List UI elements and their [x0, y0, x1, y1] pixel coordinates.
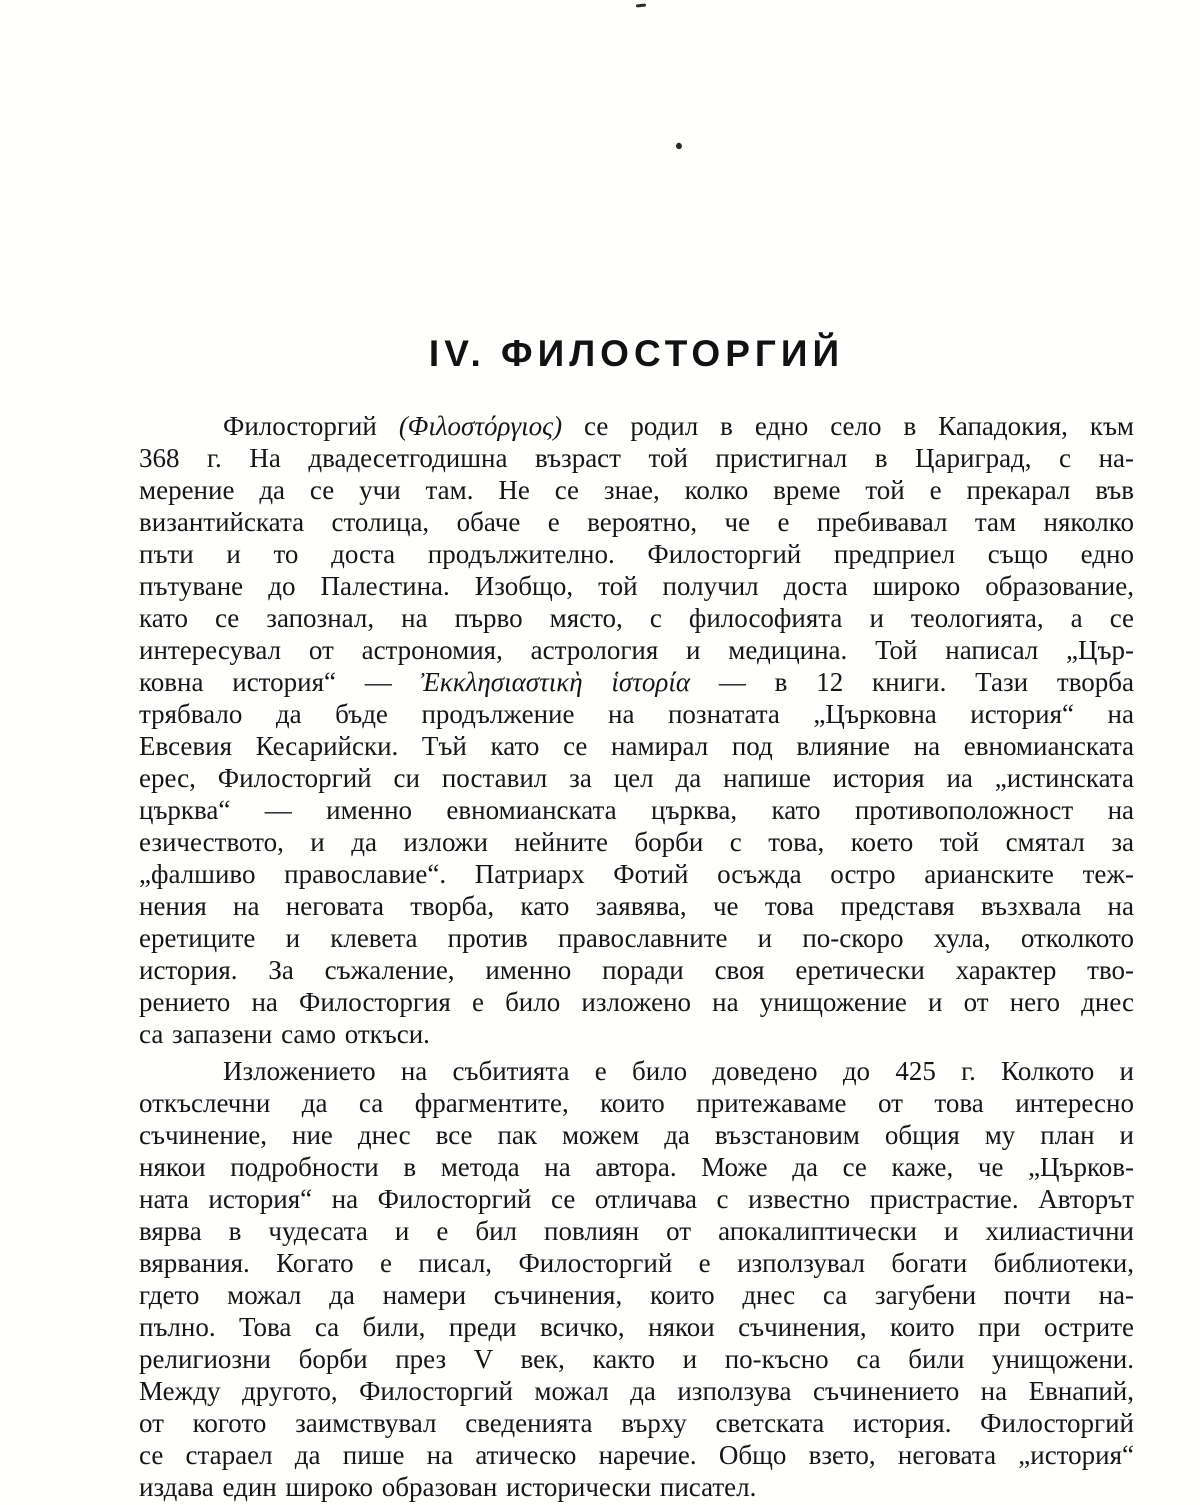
text-segment: от когото заимствувал сведенията върху светската история. Филосторгий — [139, 1408, 1134, 1438]
body-text — [139, 410, 1134, 1503]
text-line — [139, 1119, 1134, 1151]
text-segment: някои подробности в метода на автора. Може да се каже, че „Църков- — [139, 1152, 1134, 1182]
text-line — [139, 410, 1134, 442]
text-segment: Филосторгий — [223, 411, 399, 441]
paragraph — [139, 410, 1134, 1050]
text-segment: 368 г. На двадесетгодишна възраст той пристигнал в Цариград, с на- — [139, 443, 1134, 473]
paragraph — [139, 1055, 1134, 1503]
text-segment: — в 12 книги. Тази творба — [690, 667, 1134, 697]
text-line — [139, 1215, 1134, 1247]
text-segment: трябвало да бъде продължение на познатата „Църковна история“ на — [139, 699, 1134, 729]
text-segment: като се запознал, на първо място, с философията и теологията, а се — [139, 603, 1134, 633]
text-segment: вярва в чудесата и е бил повлиян от апокалиптически и хилиастични — [139, 1216, 1134, 1246]
text-line — [139, 858, 1134, 890]
text-segment: мерение да се учи там. Не се знае, колко време той е прекарал във — [139, 475, 1134, 505]
text-segment: вярвания. Когато е писал, Филосторгий е използувал богати библиотеки, — [139, 1248, 1134, 1278]
scan-artifact — [636, 3, 646, 7]
text-segment: религиозни борби през V век, както и по-късно са били унищожени. — [139, 1344, 1134, 1374]
text-segment: езичеството, и да изложи нейните борби с това, което той смятал за — [139, 827, 1134, 857]
text-segment: се стараел да пише на атическо наречие. Общо взето, неговата „история“ — [139, 1440, 1134, 1470]
text-line — [139, 442, 1134, 474]
text-segment: еретиците и клевета против православните и по-скоро хула, отколкото — [139, 923, 1134, 953]
text-line — [139, 634, 1134, 666]
text-segment: пъти и то доста продължително. Филосторгий предприел също едно — [139, 539, 1134, 569]
text-line — [139, 1018, 1134, 1050]
text-line — [139, 1471, 1134, 1503]
text-segment: ерес, Филосторгий си поставил за цел да напише история иа „истинската — [139, 763, 1134, 793]
text-line — [139, 922, 1134, 954]
text-line — [139, 1279, 1134, 1311]
text-line — [139, 538, 1134, 570]
text-line — [139, 666, 1134, 698]
text-segment: откъслечни да са фрагментите, които притежаваме от това интересно — [139, 1088, 1134, 1118]
text-segment: пълно. Това са били, преди всичко, някои съчинения, които при острите — [139, 1312, 1134, 1342]
text-line — [139, 1439, 1134, 1471]
text-segment: Евсевия Кесарийски. Тъй като се намирал под влияние на евномианската — [139, 731, 1134, 761]
scan-artifact — [675, 142, 683, 150]
text-segment: са запазени само откъси. — [139, 1019, 430, 1049]
text-line — [139, 1407, 1134, 1439]
text-line — [139, 1151, 1134, 1183]
text-line — [139, 826, 1134, 858]
text-line — [139, 762, 1134, 794]
text-line — [139, 794, 1134, 826]
text-segment: нения на неговата творба, като заявява, че това представя възхвала на — [139, 891, 1134, 921]
page-title: IV. ФИЛОСТОРГИЙ — [428, 333, 845, 374]
text-segment: Изложението на събитията е било доведено до 425 г. Колкото и — [223, 1056, 1134, 1086]
text-line — [139, 1247, 1134, 1279]
text-line — [139, 506, 1134, 538]
text-segment: ковна история“ — — [139, 667, 421, 697]
text-segment: рението на Филосторгия е било изложено на унищожение и от него днес — [139, 987, 1134, 1017]
text-line — [139, 1183, 1134, 1215]
text-line — [139, 1087, 1134, 1119]
text-line — [139, 570, 1134, 602]
text-segment: история. За съжаление, именно поради своя еретически характер тво- — [139, 955, 1134, 985]
text-segment: гдето можал да намери съчинения, които днес са загубени почти на- — [139, 1280, 1134, 1310]
text-line — [139, 954, 1134, 986]
greek-phrase: Ἐκκλησιαστικὴ ἱστορία — [420, 667, 691, 697]
text-line — [139, 986, 1134, 1018]
text-line — [139, 1311, 1134, 1343]
text-segment: се родил в едно село в Кападокия, към — [562, 411, 1134, 441]
text-line — [139, 890, 1134, 922]
text-segment: „фалшиво православие“. Патриарх Фотий осъжда остро арианските теж- — [139, 859, 1134, 889]
text-line — [139, 730, 1134, 762]
greek-phrase: (Φιλοστόργιος) — [398, 411, 563, 441]
text-line — [139, 698, 1134, 730]
text-line — [139, 1375, 1134, 1407]
text-line — [139, 1055, 1134, 1087]
text-segment: интересувал от астрономия, астрология и медицина. Той написал „Цър- — [139, 635, 1134, 665]
text-line — [139, 474, 1134, 506]
text-segment: издава един широко образован исторически писател. — [139, 1472, 757, 1502]
text-segment: съчинение, ние днес все пак можем да възстановим общия му план и — [139, 1120, 1134, 1150]
text-line — [139, 1343, 1134, 1375]
text-segment: църква“ — именно евномианската църква, като противоположност на — [139, 795, 1134, 825]
text-segment: ната история“ на Филосторгий се отличава с известно пристрастие. Авторът — [139, 1184, 1134, 1214]
text-line — [139, 602, 1134, 634]
text-segment: Между другото, Филосторгий можал да използува съчинението на Евнапий, — [139, 1376, 1134, 1406]
text-segment: пътуване до Палестина. Изобщо, той получил доста широко образование, — [139, 571, 1134, 601]
text-segment: византийската столица, обаче е вероятно, че е пребивавал там няколко — [139, 507, 1134, 537]
